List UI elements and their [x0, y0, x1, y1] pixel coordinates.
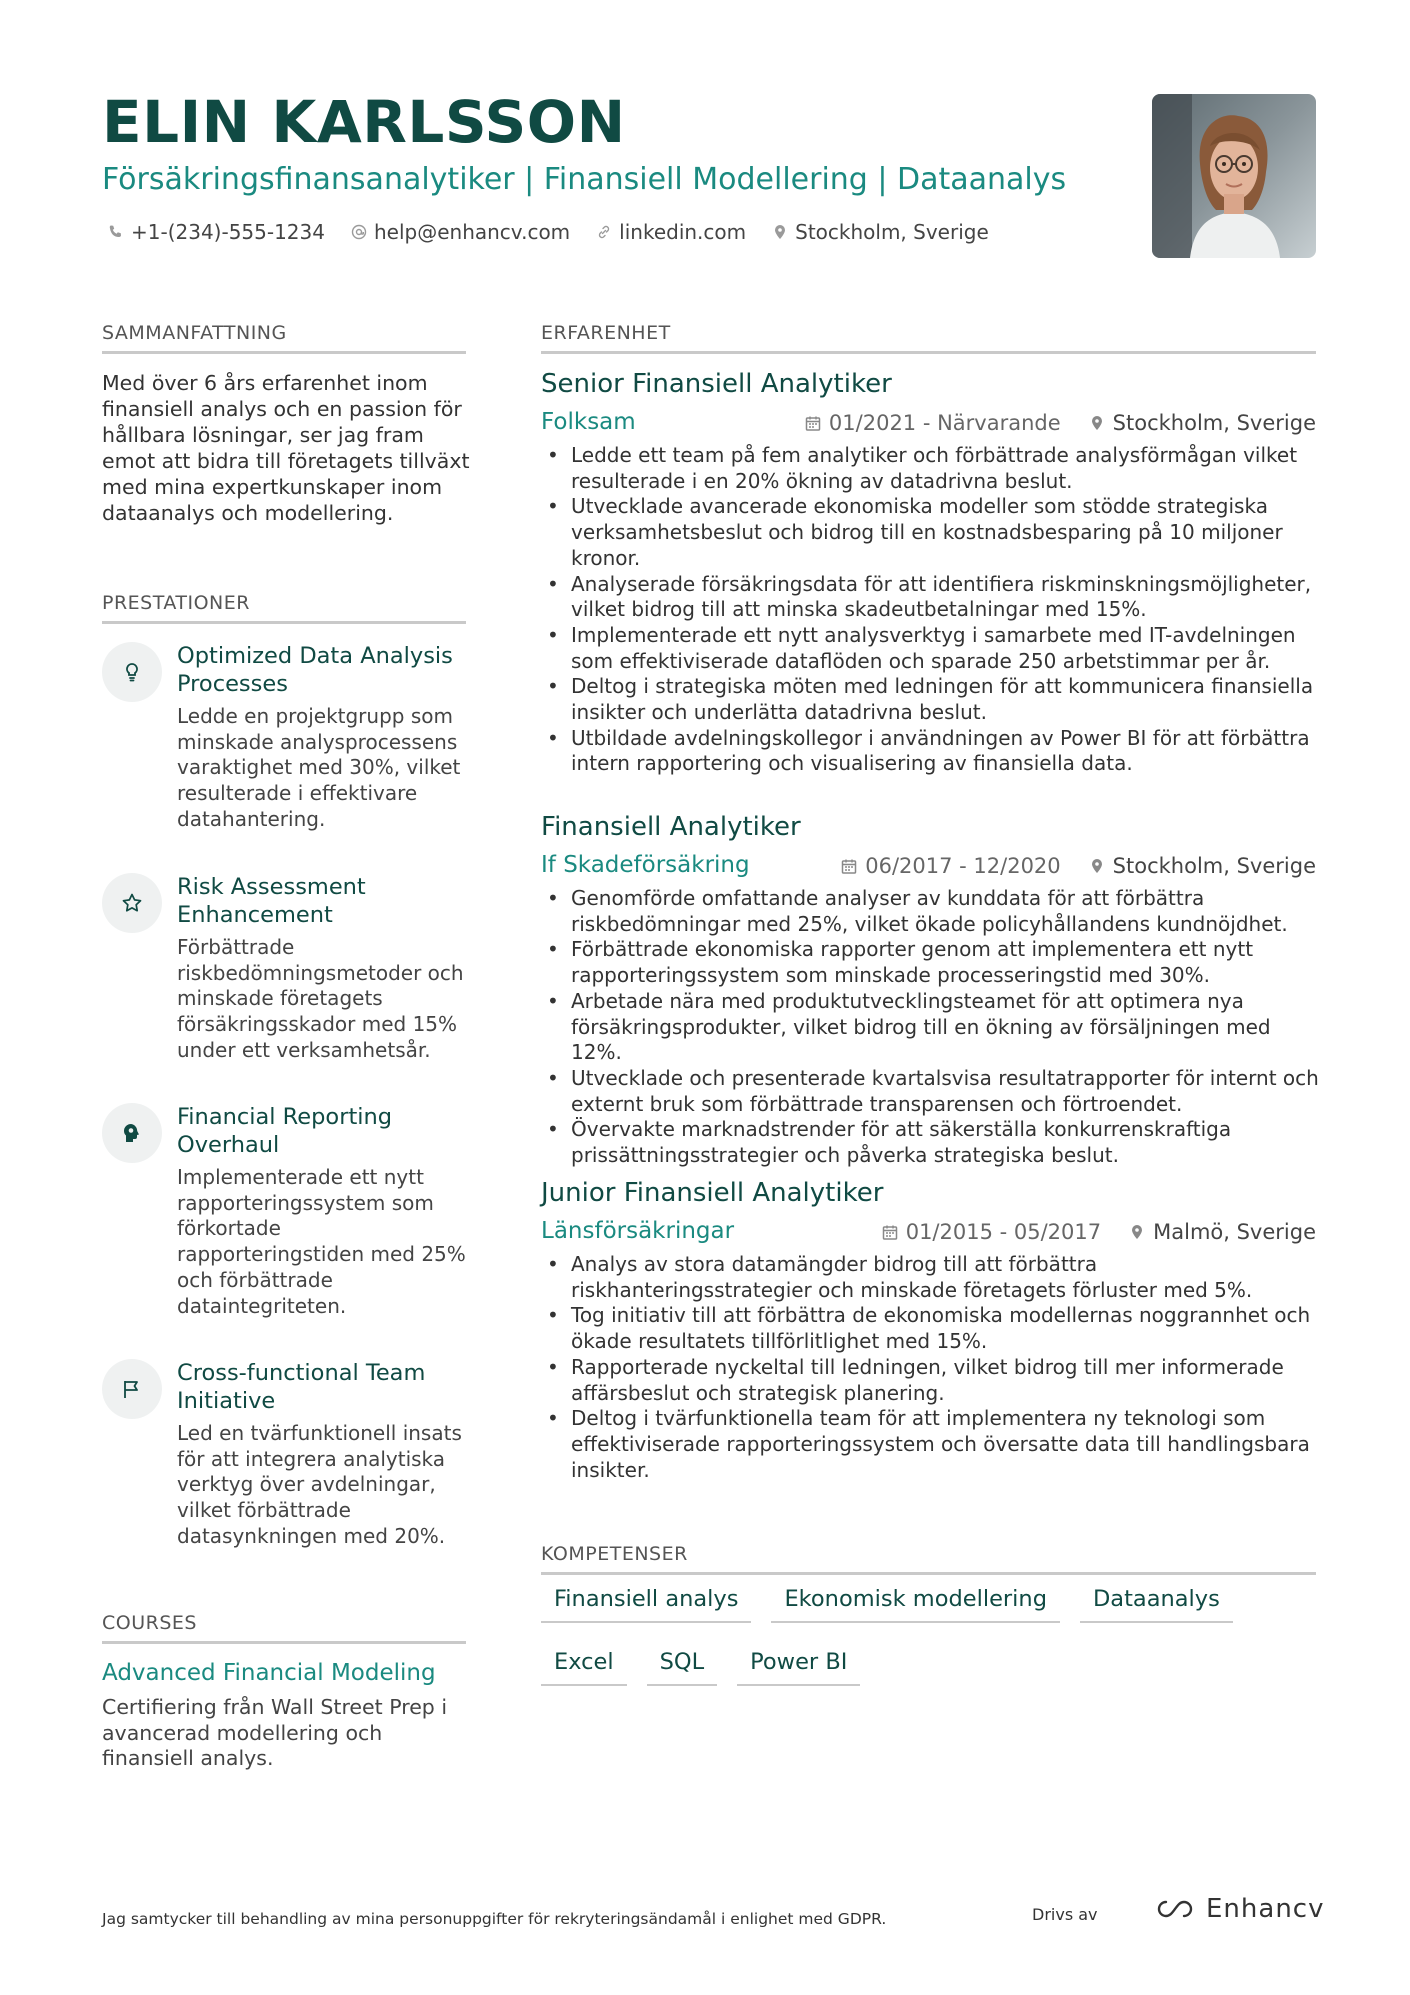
job-bullet: • Utbildade avdelningskollegor i användningen av Power BI för att förbättra intern rapportering och visualisering av finansiella data.	[541, 726, 1321, 777]
achievement-desc: Led en tvärfunktionell insats för att integrera analytiska verktyg över avdelningar, vilket förbättrade datasynkningen med 20%.	[177, 1421, 462, 1548]
at-icon	[351, 224, 367, 240]
job-bullet: • Analyserade försäkringsdata för att identifiera riskminskningsmöjligheter, vilket bidrog till att minska skadeutbetalningar med 15%.	[541, 572, 1321, 623]
enhancv-logo-icon	[1152, 1896, 1198, 1922]
job-location-text: Stockholm, Sverige	[1112, 411, 1316, 435]
job-location	[1089, 411, 1316, 435]
star-icon	[120, 891, 144, 915]
summary-section-title: SAMMANFATTNING	[102, 322, 466, 354]
skill-tag: SQL	[647, 1645, 718, 1686]
job-location	[1089, 854, 1316, 878]
profile-photo	[1152, 94, 1316, 258]
job-title: Senior Finansiell Analytiker	[541, 369, 892, 399]
job-bullet: • Rapporterade nyckeltal till ledningen, vilket bidrog till mer informerade affärsbeslut och strategisk planering.	[541, 1355, 1321, 1406]
skills-section-title: KOMPETENSER	[541, 1543, 1316, 1575]
achievement-desc: Förbättrade riskbedömningsmetoder och minskade företagets försäkringsskador med 15% under ett verksamhetsår.	[177, 935, 464, 1062]
experience-section-title: ERFARENHET	[541, 322, 1316, 354]
calendar-icon	[882, 1223, 898, 1241]
skills-list	[541, 1582, 1321, 1686]
contact-linkedin[interactable]	[596, 220, 746, 244]
skill-tag: Power BI	[737, 1645, 860, 1686]
skill-tag: Finansiell analys	[541, 1582, 751, 1623]
location-text: Stockholm, Sverige	[795, 220, 989, 244]
job-bullets	[541, 1252, 1321, 1483]
job-bullets	[541, 443, 1321, 777]
gdpr-consent-text: Jag samtycker till behandling av mina personuppgifter för rekryteringsändamål i enlighet med GDPR.	[102, 1910, 887, 1928]
course-desc: Certifiering från Wall Street Prep i avancerad modellering och finansiell analys.	[102, 1695, 448, 1771]
skill-tag: Ekonomisk modellering	[771, 1582, 1060, 1623]
enhancv-logo[interactable]	[1152, 1894, 1324, 1924]
skill-tag: Dataanalys	[1080, 1582, 1233, 1623]
achievements-section-title: PRESTATIONER	[102, 592, 466, 624]
job-bullet: • Ledde ett team på fem analytiker och förbättrade analysförmågan vilket resulterade i en 20% ökning av datadrivna beslut.	[541, 443, 1321, 494]
location-pin-icon	[772, 224, 788, 240]
job-dates-text: 01/2015 - 05/2017	[905, 1220, 1102, 1244]
job-company: If Skadeförsäkring	[541, 852, 750, 878]
achievement-title: Cross-functional Team Initiative	[177, 1360, 426, 1414]
achievement-title: Risk Assessment Enhancement	[177, 874, 366, 928]
job-dates	[805, 411, 1061, 435]
courses-section-title: COURSES	[102, 1612, 466, 1644]
job-dates	[882, 1220, 1101, 1244]
contact-bar	[108, 220, 989, 244]
location-pin-icon	[1089, 414, 1105, 432]
candidate-subtitle: Försäkringsfinansanalytiker | Finansiell Modellering | Dataanalys	[102, 162, 1067, 197]
job-dates	[841, 854, 1060, 878]
contact-location	[772, 220, 989, 244]
job-dates-text: 01/2021 - Närvarande	[828, 411, 1061, 435]
head-brain-icon	[120, 1121, 144, 1145]
job-bullet: • Tog initiativ till att förbättra de ekonomiska modellernas noggrannhet och ökade resultatets tillförlitlighet med 15%.	[541, 1303, 1321, 1354]
job-meta	[541, 852, 1316, 882]
job-company: Länsförsäkringar	[541, 1218, 735, 1244]
job-title: Finansiell Analytiker	[541, 812, 801, 842]
job-bullet: • Arbetade nära med produktutvecklingsteamet för att optimera nya försäkringsprodukter, vilket bidrog till en ökning av försäljningen med 12%.	[541, 989, 1321, 1066]
phone-icon	[108, 224, 124, 240]
job-location-text: Stockholm, Sverige	[1112, 854, 1316, 878]
job-meta	[541, 1218, 1316, 1248]
job-bullet: • Övervakte marknadstrender för att säkerställa konkurrenskraftiga prissättningsstrategier och påverka strategiska beslut.	[541, 1117, 1321, 1168]
achievement-desc: Ledde en projektgrupp som minskade analysprocessens varaktighet med 30%, vilket resulterade i effektivare datahantering.	[177, 704, 461, 831]
job-bullets	[541, 886, 1321, 1169]
candidate-name: ELIN KARLSSON	[102, 88, 626, 156]
job-bullet: • Deltog i tvärfunktionella team för att implementera ny teknologi som effektiviserade rapporteringssystem och översatte data till handlingsbara insikter.	[541, 1406, 1321, 1483]
job-dates-text: 06/2017 - 12/2020	[865, 854, 1061, 878]
job-bullet: • Deltog i strategiska möten med ledningen för att kommunicera finansiella insikter och underlätta datadrivna beslut.	[541, 674, 1321, 725]
job-bullet: • Utvecklade och presenterade kvartalsvisa resultatrapporter för internt och externt bruk som förbättrade transparensen och förtroendet.	[541, 1066, 1321, 1117]
contact-email[interactable]	[351, 220, 570, 244]
achievement-icon-wrap	[102, 873, 162, 933]
achievement-icon-wrap	[102, 1103, 162, 1163]
achievement-icon-wrap	[102, 1359, 162, 1419]
phone-text: +1-(234)-555-1234	[131, 220, 325, 244]
job-bullet: • Förbättrade ekonomiska rapporter genom att implementera ett nytt rapporteringssystem som minskade processeringstid med 30%.	[541, 937, 1321, 988]
achievement-desc: Implementerade ett nytt rapporteringssystem som förkortade rapporteringstiden med 25% och förbättrade dataintegriteten.	[177, 1165, 466, 1318]
email-text: help@enhancv.com	[373, 220, 571, 244]
job-bullet: • Analys av stora datamängder bidrog till att förbättra riskhanteringsstrategier och minskade företagets förluster med 5%.	[541, 1252, 1321, 1303]
lightbulb-icon	[120, 660, 144, 684]
enhancv-brand-text: Enhancv	[1206, 1894, 1325, 1924]
job-company: Folksam	[541, 409, 636, 435]
location-pin-icon	[1129, 1223, 1145, 1241]
achievement-icon-wrap	[102, 642, 162, 702]
calendar-icon	[805, 414, 821, 432]
job-title: Junior Finansiell Analytiker	[541, 1178, 884, 1208]
job-bullet: • Implementerade ett nytt analysverktyg i samarbete med IT-avdelningen som effektiviserade dataflöden och sparade 250 arbetstimmar per år.	[541, 623, 1321, 674]
link-icon	[596, 224, 612, 240]
powered-by-label: Drivs av	[1032, 1905, 1098, 1924]
contact-phone	[108, 220, 325, 244]
achievement-title: Financial Reporting Overhaul	[177, 1104, 393, 1158]
location-pin-icon	[1089, 857, 1105, 875]
job-location-text: Malmö, Sverige	[1153, 1220, 1316, 1244]
achievement-title: Optimized Data Analysis Processes	[177, 643, 453, 697]
linkedin-text: linkedin.com	[619, 220, 747, 244]
summary-text: Med över 6 års erfarenhet inom finansiell analys och en passion för hållbara lösningar, ser jag fram emot att bidra till företagets tillväxt med mina expertkunskaper inom dataanalys och modellering.	[102, 371, 470, 525]
job-bullet: • Genomförde omfattande analyser av kunddata för att förbättra riskbedömningar med 25%, vilket ökade policyhållandens kundnöjdhet.	[541, 886, 1321, 937]
job-meta	[541, 409, 1316, 439]
calendar-icon	[841, 857, 857, 875]
job-bullet: • Utvecklade avancerade ekonomiska modeller som stödde strategiska verksamhetsbeslut och bidrog till en kostnadsbesparing på 10 miljoner kronor.	[541, 494, 1321, 571]
course-title: Advanced Financial Modeling	[102, 1660, 436, 1686]
skill-tag: Excel	[541, 1645, 627, 1686]
flag-icon	[120, 1377, 144, 1401]
job-location	[1129, 1220, 1316, 1244]
